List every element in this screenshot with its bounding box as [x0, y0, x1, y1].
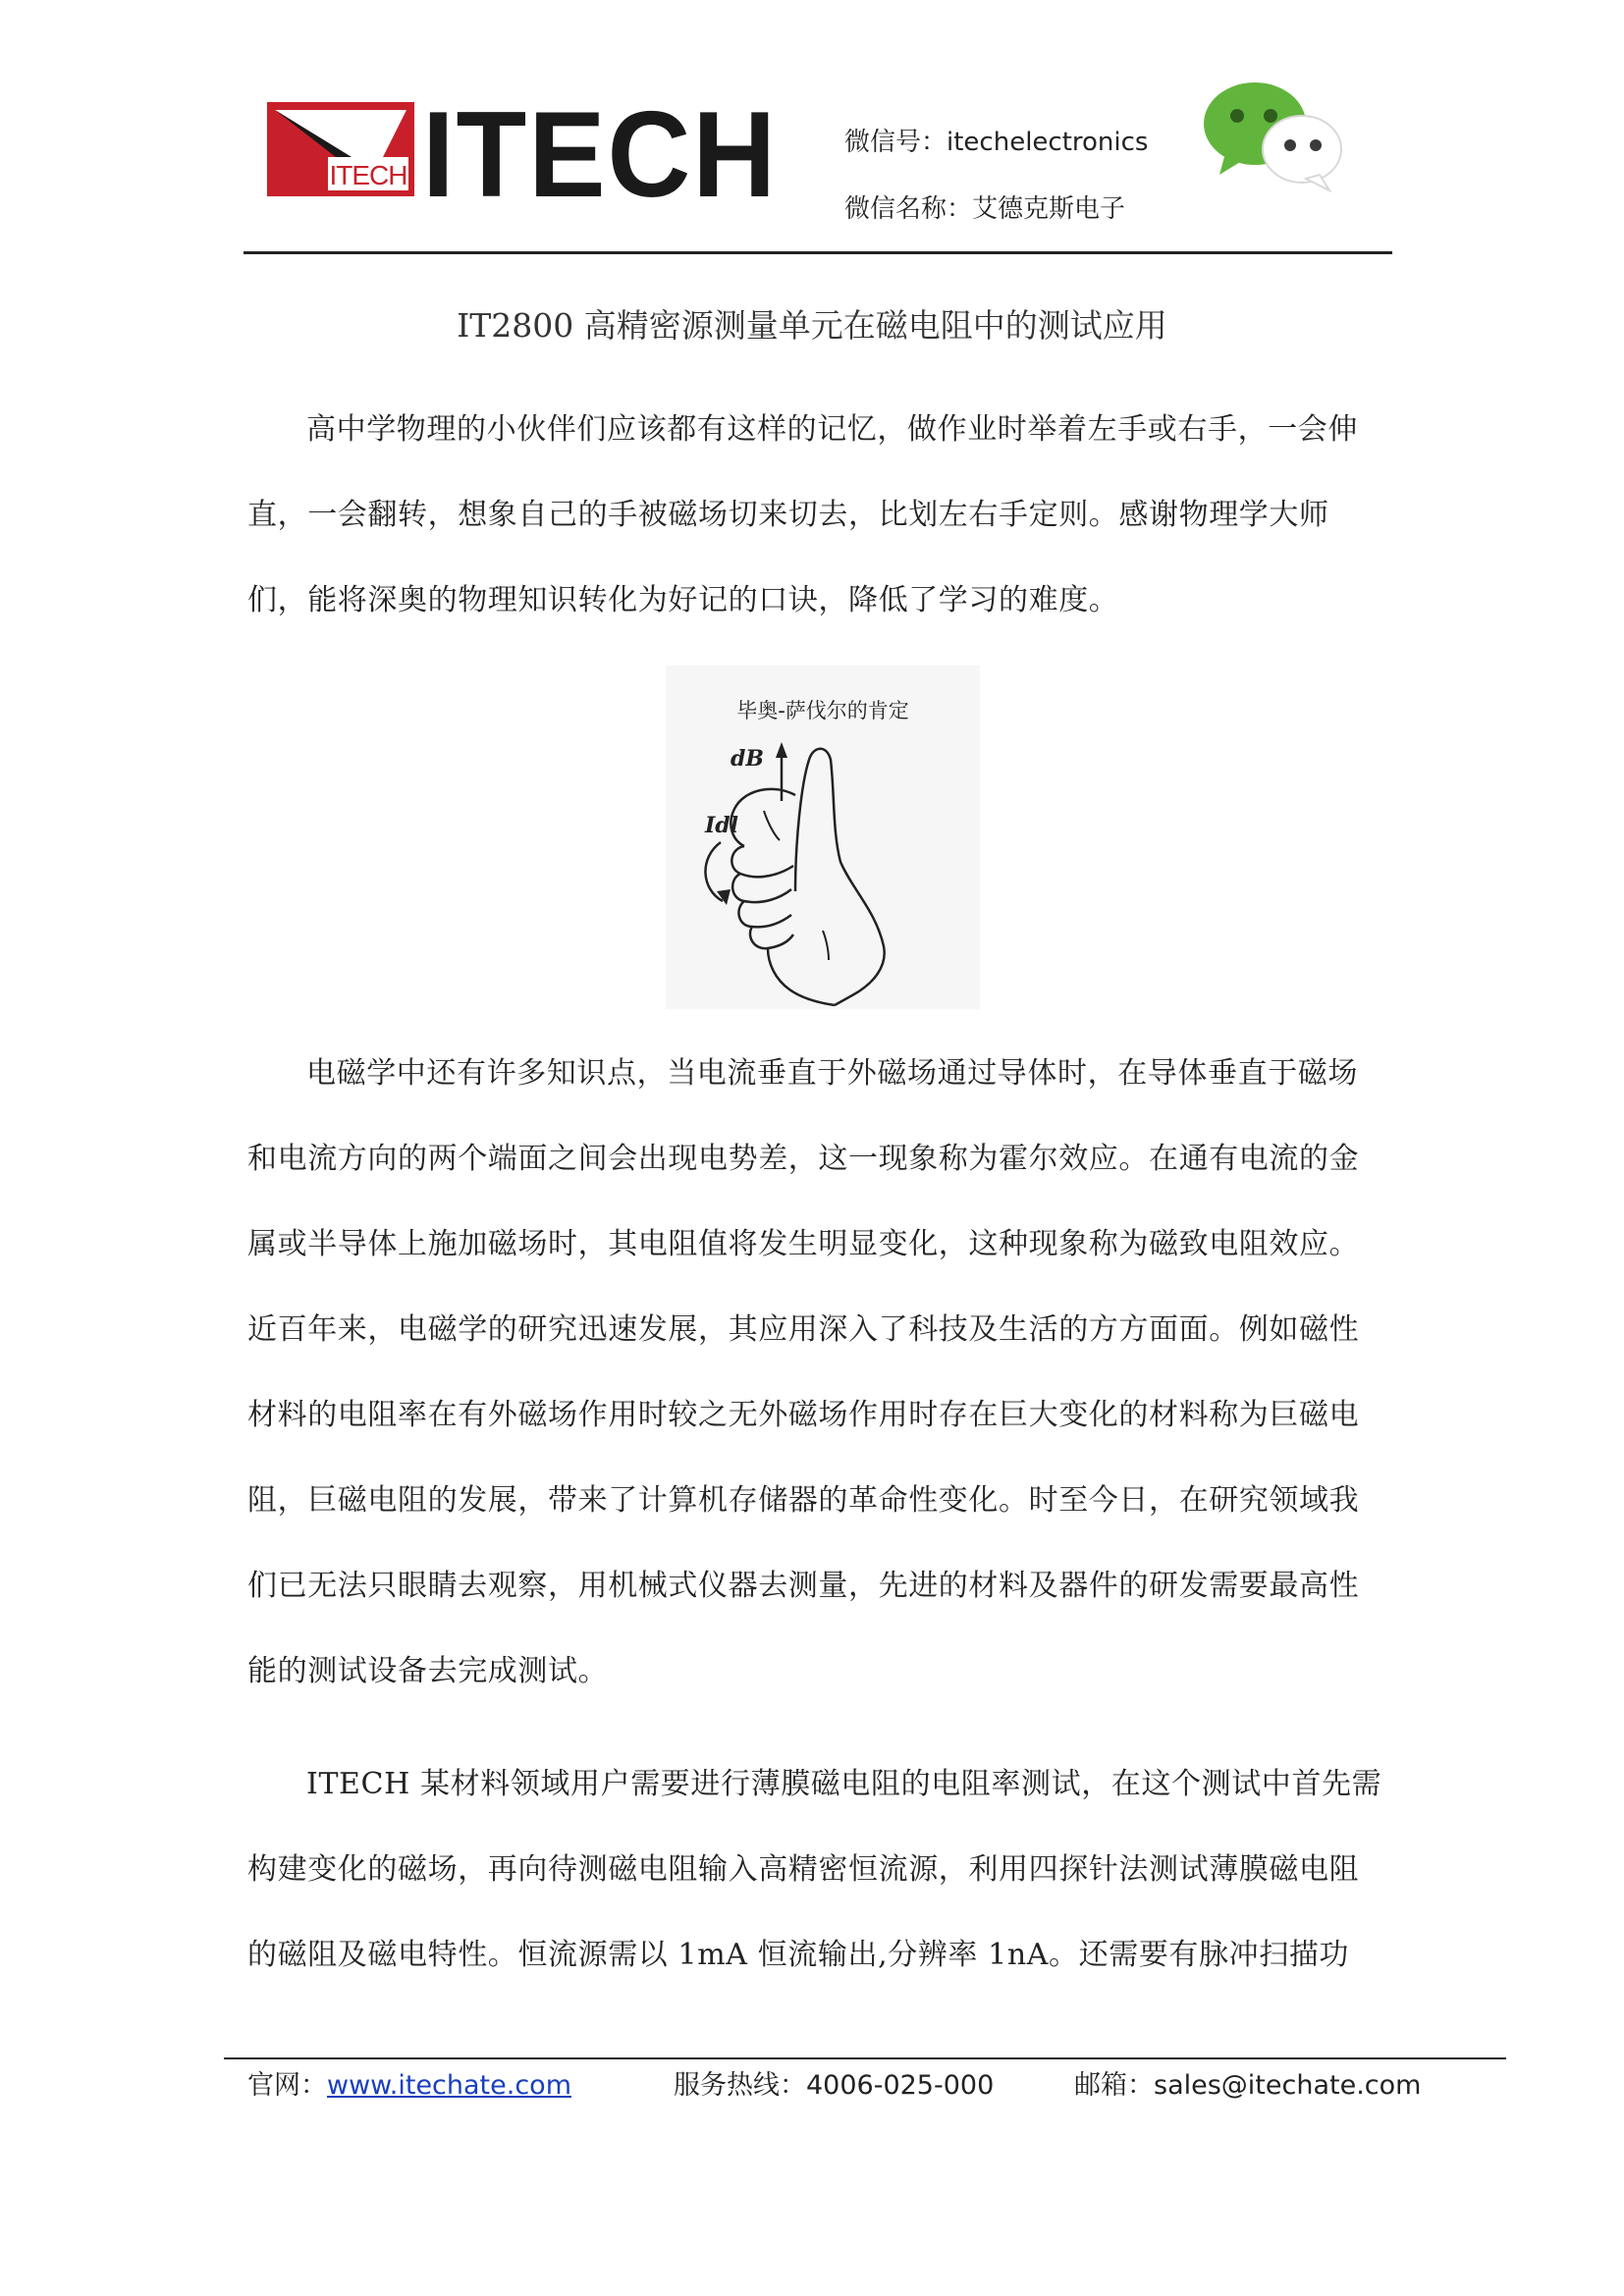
paragraph-itech-application: ITECH 某材料领域用户需要进行薄膜磁电阻的电阻率测试，在这个测试中首先需构建变化的磁场，再向待测磁电阻输入高精密恒流源，利用四探针法测试薄膜磁电阻的磁阻及磁电特性。恒流源需以 1mA 恒流输出,分辨率 1nA。还需要有脉冲扫描功 [247, 1767, 1382, 1972]
logo-wordmark: ITECH [422, 98, 778, 206]
footer-website-label: 官网： [247, 2070, 327, 2101]
paragraph-intro: 高中学物理的小伙伴们应该都有这样的记忆，做作业时举着左手或右手，一会伸直，一会翻转，想象自己的手被磁场切来切去，比划左右手定则。感谢物理学大师们，能将深奥的物理知识转化为好记的口诀，降低了学习的难度。 [247, 412, 1358, 617]
wechat-name-label: 微信名称： [844, 194, 973, 224]
footer-email-label: 邮箱： [1074, 2070, 1154, 2101]
wechat-name-value: 艾德克斯电子 [972, 194, 1126, 224]
footer-website-link[interactable]: www.itechate.com [327, 2070, 571, 2101]
footer-hotline-value: 4006-025-000 [806, 2070, 995, 2101]
wechat-id-value: itechelectronics [947, 128, 1149, 157]
document-title: IT2800 高精密源测量单元在磁电阻中的测试应用 [457, 306, 1167, 345]
logo-badge-text: ITECH [329, 160, 407, 190]
wechat-id-line [844, 122, 1148, 158]
footer-hotline [674, 2063, 994, 2102]
footer-hotline-label: 服务热线： [674, 2070, 806, 2101]
itech-logo [267, 98, 778, 206]
footer-divider [224, 2057, 1506, 2059]
figure-caption: 毕奥-萨伐尔的肯定 [736, 699, 909, 722]
footer-website [247, 2063, 571, 2102]
db-label: dB [731, 746, 764, 772]
paragraph-electromagnetism: 电磁学中还有许多知识点，当电流垂直于外磁场通过导体时，在导体垂直于磁场和电流方向的两个端面之间会出现电势差，这一现象称为霍尔效应。在通有电流的金属或半导体上施加磁场时，其电阻值将发生明显变化，这种现象称为磁致电阻效应。近百年来，电磁学的研究迅速发展，其应用深入了科技及生活的方方面面。例如磁性材料的电阻率在有外磁场作用时较之无外磁场作用时存在巨大变化的材料称为巨磁电阻，巨磁电阻的发展，带来了计算机存储器的革命性变化。时至今日，在研究领域我们已无法只眼睛去观察，用机械式仪器去测量，先进的材料及器件的研发需要最高性能的测试设备去完成测试。 [247, 1056, 1360, 1688]
footer-email [1074, 2063, 1421, 2102]
wechat-name-line [844, 188, 1125, 225]
wechat-icon [1200, 77, 1345, 192]
wechat-id-label: 微信号： [844, 128, 947, 157]
footer-email-value: sales@itechate.com [1154, 2070, 1422, 2101]
header-divider [244, 251, 1392, 254]
idl-label: Idl [705, 813, 739, 838]
hand-rule-figure [666, 666, 980, 1009]
